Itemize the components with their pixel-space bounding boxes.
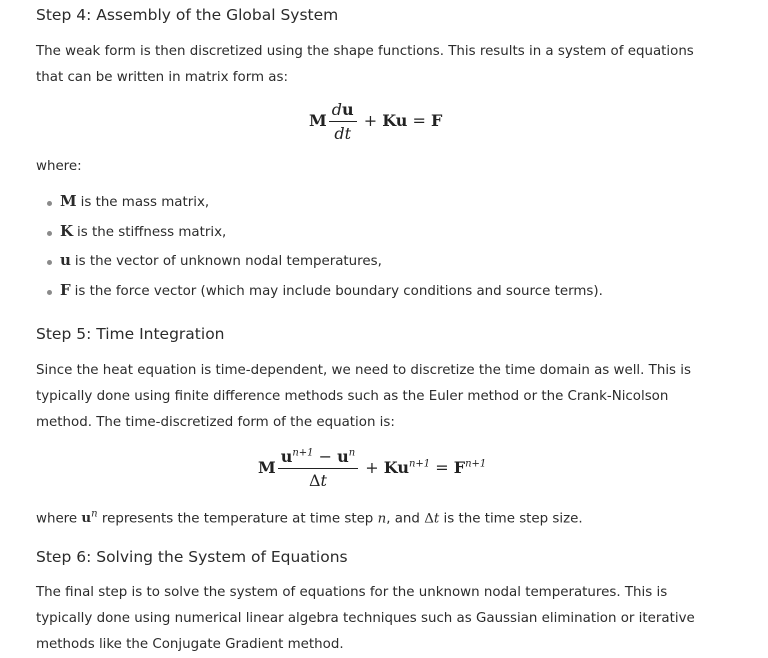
symbol-description: is the stiffness matrix,	[77, 224, 227, 240]
step5-intro: Since the heat equation is time-dependent, we need to discretize the time domain as well. This is typically done using finite difference methods such as the Euler method or the Crank-Nicolson method. The time-discretized form of the equation is:	[36, 363, 691, 430]
where-suffix: is the time step size.	[443, 511, 583, 527]
equation-semi-discrete: M $\frac{du}{dt}$ + Ku = F	[309, 100, 443, 143]
bullet-icon	[47, 290, 52, 295]
list-item	[36, 251, 716, 281]
step6-text: The final step is to solve the system of equations for the unknown nodal temperatures. This is typically done using numerical linear algebra techniques such as Gaussian elimination or iterative methods like the Conjugate Gradient method.	[36, 585, 695, 652]
step4-heading: Step 4: Assembly of the Global System	[36, 6, 339, 24]
where-prefix: where	[36, 511, 78, 527]
symbol-description: is the mass matrix,	[80, 195, 210, 210]
symbol-list	[36, 192, 716, 310]
symbol-description: is the force vector (which may include boundary conditions and source terms).	[74, 283, 603, 299]
step5-heading: Step 5: Time Integration	[36, 325, 225, 343]
where-mid: represents the temperature at time step	[101, 511, 374, 527]
where-and: , and	[386, 511, 420, 527]
symbol: K	[60, 221, 74, 240]
bullet-icon	[47, 201, 52, 206]
equation-time-discrete: M $\frac{u^{n+1} - u^n}{\Delta t}$ + $Ku^{n+1} = F^{n+1}$	[258, 447, 487, 490]
symbol: u	[60, 251, 71, 269]
step4-intro: The weak form is then discretized using the shape functions. This results in a system of equations that can be written in matrix form as:	[36, 44, 694, 85]
bullet-icon	[47, 260, 52, 265]
symbol-n: n	[377, 511, 387, 527]
list-item	[36, 192, 716, 222]
step4-where: where:	[36, 159, 82, 174]
list-item	[36, 281, 716, 311]
bullet-icon	[47, 231, 52, 236]
step6-heading: Step 6: Solving the System of Equations	[36, 548, 348, 566]
list-item	[36, 222, 716, 252]
symbol-description: is the vector of unknown nodal temperatures,	[74, 254, 382, 269]
symbol: F	[60, 280, 71, 299]
symbol-u-n: $u^n$	[81, 509, 98, 527]
symbol: M	[60, 192, 77, 210]
step5-where	[36, 502, 716, 532]
symbol-delta-t: Δt	[424, 511, 440, 527]
